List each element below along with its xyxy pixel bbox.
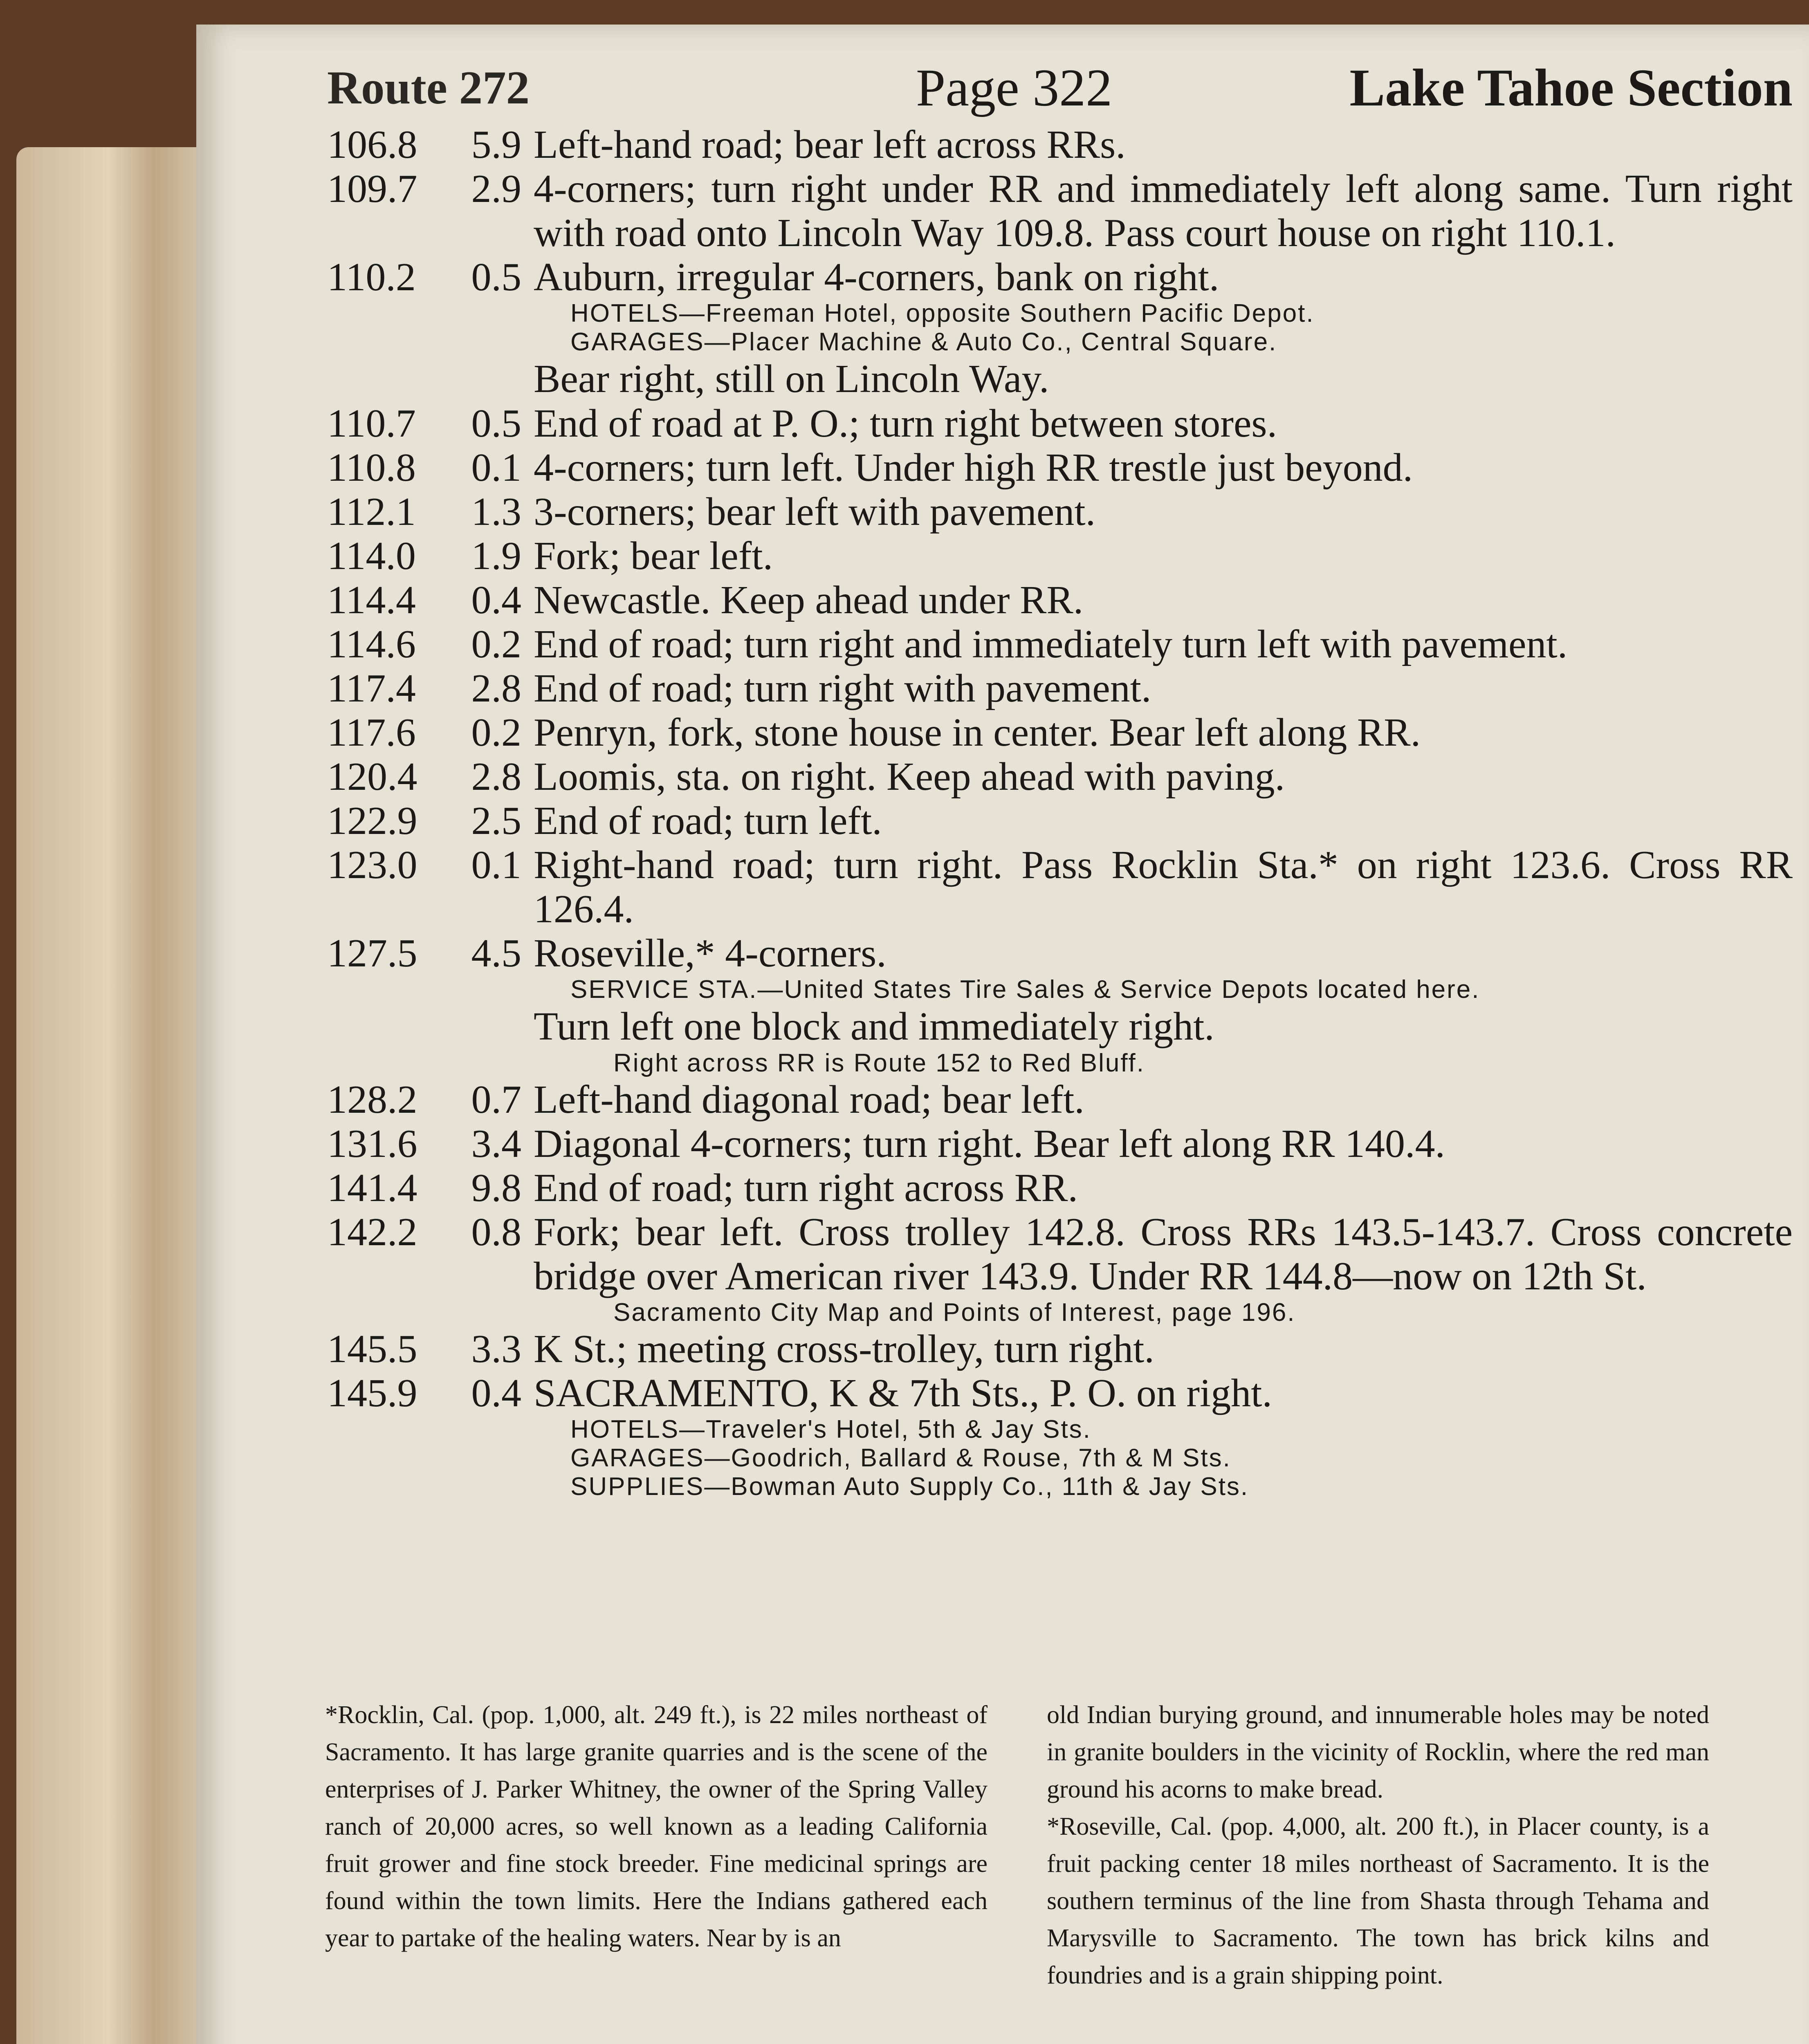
route-row: [319, 490, 1793, 534]
mileage: 112.1: [327, 490, 416, 534]
segment-distance: 4.5: [471, 931, 521, 975]
direction-text: K St.; meeting cross-trolley, turn right.: [534, 1327, 1154, 1371]
direction-text: Left-hand diagonal road; bear left.: [534, 1078, 1084, 1122]
mileage: 120.4: [327, 755, 417, 799]
direction-text: 4-corners; turn right under RR and immediately left along same. Turn right with road onto Lincoln Way 109.8. Pass court house on right 110.1.: [534, 167, 1793, 255]
segment-distance: 5.9: [471, 123, 521, 167]
route-number: Route 272: [327, 62, 530, 114]
segment-distance: 3.4: [471, 1122, 521, 1166]
sacramento-garages: GARAGES—Goodrich, Ballard & Rouse, 7th & M Sts.: [570, 1444, 1231, 1472]
segment-distance: 0.2: [471, 622, 521, 666]
roseville-route-note: Right across RR is Route 152 to Red Bluff.: [613, 1049, 1145, 1077]
segment-distance: 0.5: [471, 401, 521, 446]
mileage: 110.7: [327, 401, 416, 446]
direction-text: Loomis, sta. on right. Keep ahead with paving.: [534, 755, 1285, 799]
footnote-roseville: *Roseville, Cal. (pop. 4,000, alt. 200 ft.), in Placer county, is a fruit packing center 18 miles northeast of Sacramento. It is the southern terminus of the line from Shasta through Tehama and Marysville to Sacramento. The town has brick kilns and foundries and is a grain shipping point.: [1047, 1813, 1709, 1989]
route-row: [319, 710, 1793, 755]
route-row: [319, 401, 1793, 446]
segment-distance: 3.3: [471, 1327, 521, 1371]
direction-text: Diagonal 4-corners; turn right. Bear left along RR 140.4.: [534, 1122, 1445, 1166]
route-row: [319, 167, 1793, 255]
route-row: [319, 1078, 1793, 1122]
mileage: 127.5: [327, 931, 417, 975]
page-header: [327, 53, 1793, 123]
segment-distance: 0.5: [471, 255, 521, 299]
mileage: 110.8: [327, 446, 416, 490]
route-row: [319, 1166, 1793, 1210]
roseville-continuation: Turn left one block and immediately right.: [534, 1004, 1214, 1049]
segment-distance: 2.9: [471, 167, 521, 211]
direction-text: SACRAMENTO, K & 7th Sts., P. O. on right.: [534, 1371, 1273, 1415]
footnote-rocklin-cont: old Indian burying ground, and innumerable holes may be noted in granite boulders in the vicinity of Rocklin, where the red man ground his acorns to make bread.: [1047, 1701, 1709, 1803]
segment-distance: 0.7: [471, 1078, 521, 1122]
mileage: 145.9: [327, 1371, 417, 1415]
segment-distance: 0.4: [471, 1371, 521, 1415]
mileage: 110.2: [327, 255, 416, 299]
route-row: [319, 931, 1793, 975]
auburn-hotels: HOTELS—Freeman Hotel, opposite Southern Pacific Depot.: [570, 299, 1315, 327]
page-number: Page 322: [916, 58, 1113, 117]
segment-distance: 1.3: [471, 490, 521, 534]
sacramento-supplies: SUPPLIES—Bowman Auto Supply Co., 11th & Jay Sts.: [570, 1472, 1249, 1501]
direction-text: 4-corners; turn left. Under high RR trestle just beyond.: [534, 446, 1413, 490]
mileage: 131.6: [327, 1122, 417, 1166]
segment-distance: 2.5: [471, 799, 521, 843]
mileage: 114.4: [327, 578, 416, 622]
sacramento-map-note: Sacramento City Map and Points of Interest, page 196.: [613, 1298, 1296, 1327]
segment-distance: 0.1: [471, 446, 521, 490]
direction-text: End of road; turn right and immediately turn left with pavement.: [534, 622, 1568, 666]
mileage: 114.6: [327, 622, 416, 666]
direction-text: Newcastle. Keep ahead under RR.: [534, 578, 1084, 622]
auburn-continuation: Bear right, still on Lincoln Way.: [534, 357, 1049, 401]
mileage: 117.4: [327, 666, 416, 710]
mileage: 145.5: [327, 1327, 417, 1371]
direction-text: Fork; bear left. Cross trolley 142.8. Cross RRs 143.5-143.7. Cross concrete bridge over American river 143.9. Under RR 144.8—now on 12th St.: [534, 1210, 1793, 1298]
route-row: [319, 1122, 1793, 1166]
direction-text: Roseville,* 4-corners.: [534, 931, 887, 975]
direction-text: Right-hand road; turn right. Pass Rocklin Sta.* on right 123.6. Cross RR 126.4.: [534, 843, 1793, 931]
route-row: [319, 1327, 1793, 1371]
roseville-service: SERVICE STA.—United States Tire Sales & Service Depots located here.: [570, 975, 1480, 1004]
mileage: 106.8: [327, 123, 417, 167]
route-row: [319, 799, 1793, 843]
mileage: 128.2: [327, 1078, 417, 1122]
direction-text: End of road; turn right across RR.: [534, 1166, 1078, 1210]
route-row: [319, 1371, 1793, 1415]
direction-text: Left-hand road; bear left across RRs.: [534, 123, 1126, 167]
direction-text: End of road; turn left.: [534, 799, 882, 843]
direction-text: Fork; bear left.: [534, 534, 773, 578]
route-row: [319, 534, 1793, 578]
segment-distance: 2.8: [471, 755, 521, 799]
segment-distance: 1.9: [471, 534, 521, 578]
route-row: [319, 446, 1793, 490]
route-row: [319, 622, 1793, 666]
segment-distance: 2.8: [471, 666, 521, 710]
route-row: [319, 123, 1793, 167]
mileage: 109.7: [327, 167, 417, 211]
direction-text: Penryn, fork, stone house in center. Bear left along RR.: [534, 710, 1421, 755]
mileage: 117.6: [327, 710, 416, 755]
segment-distance: 0.4: [471, 578, 521, 622]
mileage: 123.0: [327, 843, 417, 887]
footnote-right-column: [1047, 1697, 1709, 1994]
segment-distance: 0.2: [471, 710, 521, 755]
route-row: [319, 578, 1793, 622]
auburn-garages: GARAGES—Placer Machine & Auto Co., Central Square.: [570, 328, 1277, 356]
direction-text: 3-corners; bear left with pavement.: [534, 490, 1096, 534]
mileage: 142.2: [327, 1210, 417, 1254]
mileage: 122.9: [327, 799, 417, 843]
book-page: [196, 25, 1809, 2044]
segment-distance: 0.8: [471, 1210, 521, 1254]
route-row: [319, 1210, 1793, 1298]
route-row: [319, 843, 1793, 931]
segment-distance: 9.8: [471, 1166, 521, 1210]
segment-distance: 0.1: [471, 843, 521, 887]
direction-text: Auburn, irregular 4-corners, bank on right.: [534, 255, 1219, 299]
mileage: 141.4: [327, 1166, 417, 1210]
route-row: [319, 755, 1793, 799]
section-title: Lake Tahoe Section: [1349, 58, 1793, 117]
footnote-rocklin: *Rocklin, Cal. (pop. 1,000, alt. 249 ft.), is 22 miles northeast of Sacramento. It has large granite quarries and is the scene of the enterprises of J. Parker Whitney, the owner of the Spring Valley ranch of 20,000 acres, so well known as a leading California fruit grower and fine stock breeder. Fine medicinal springs are found within the town limits. Here the Indians gathered each year to partake of the healing waters. Near by is an: [325, 1701, 988, 1952]
direction-text: End of road at P. O.; turn right between stores.: [534, 401, 1277, 446]
direction-text: End of road; turn right with pavement.: [534, 666, 1151, 710]
route-directions: [319, 123, 1793, 1501]
mileage: 114.0: [327, 534, 416, 578]
route-row: [319, 666, 1793, 710]
sacramento-hotels: HOTELS—Traveler's Hotel, 5th & Jay Sts.: [570, 1415, 1091, 1443]
route-row: [319, 255, 1793, 299]
